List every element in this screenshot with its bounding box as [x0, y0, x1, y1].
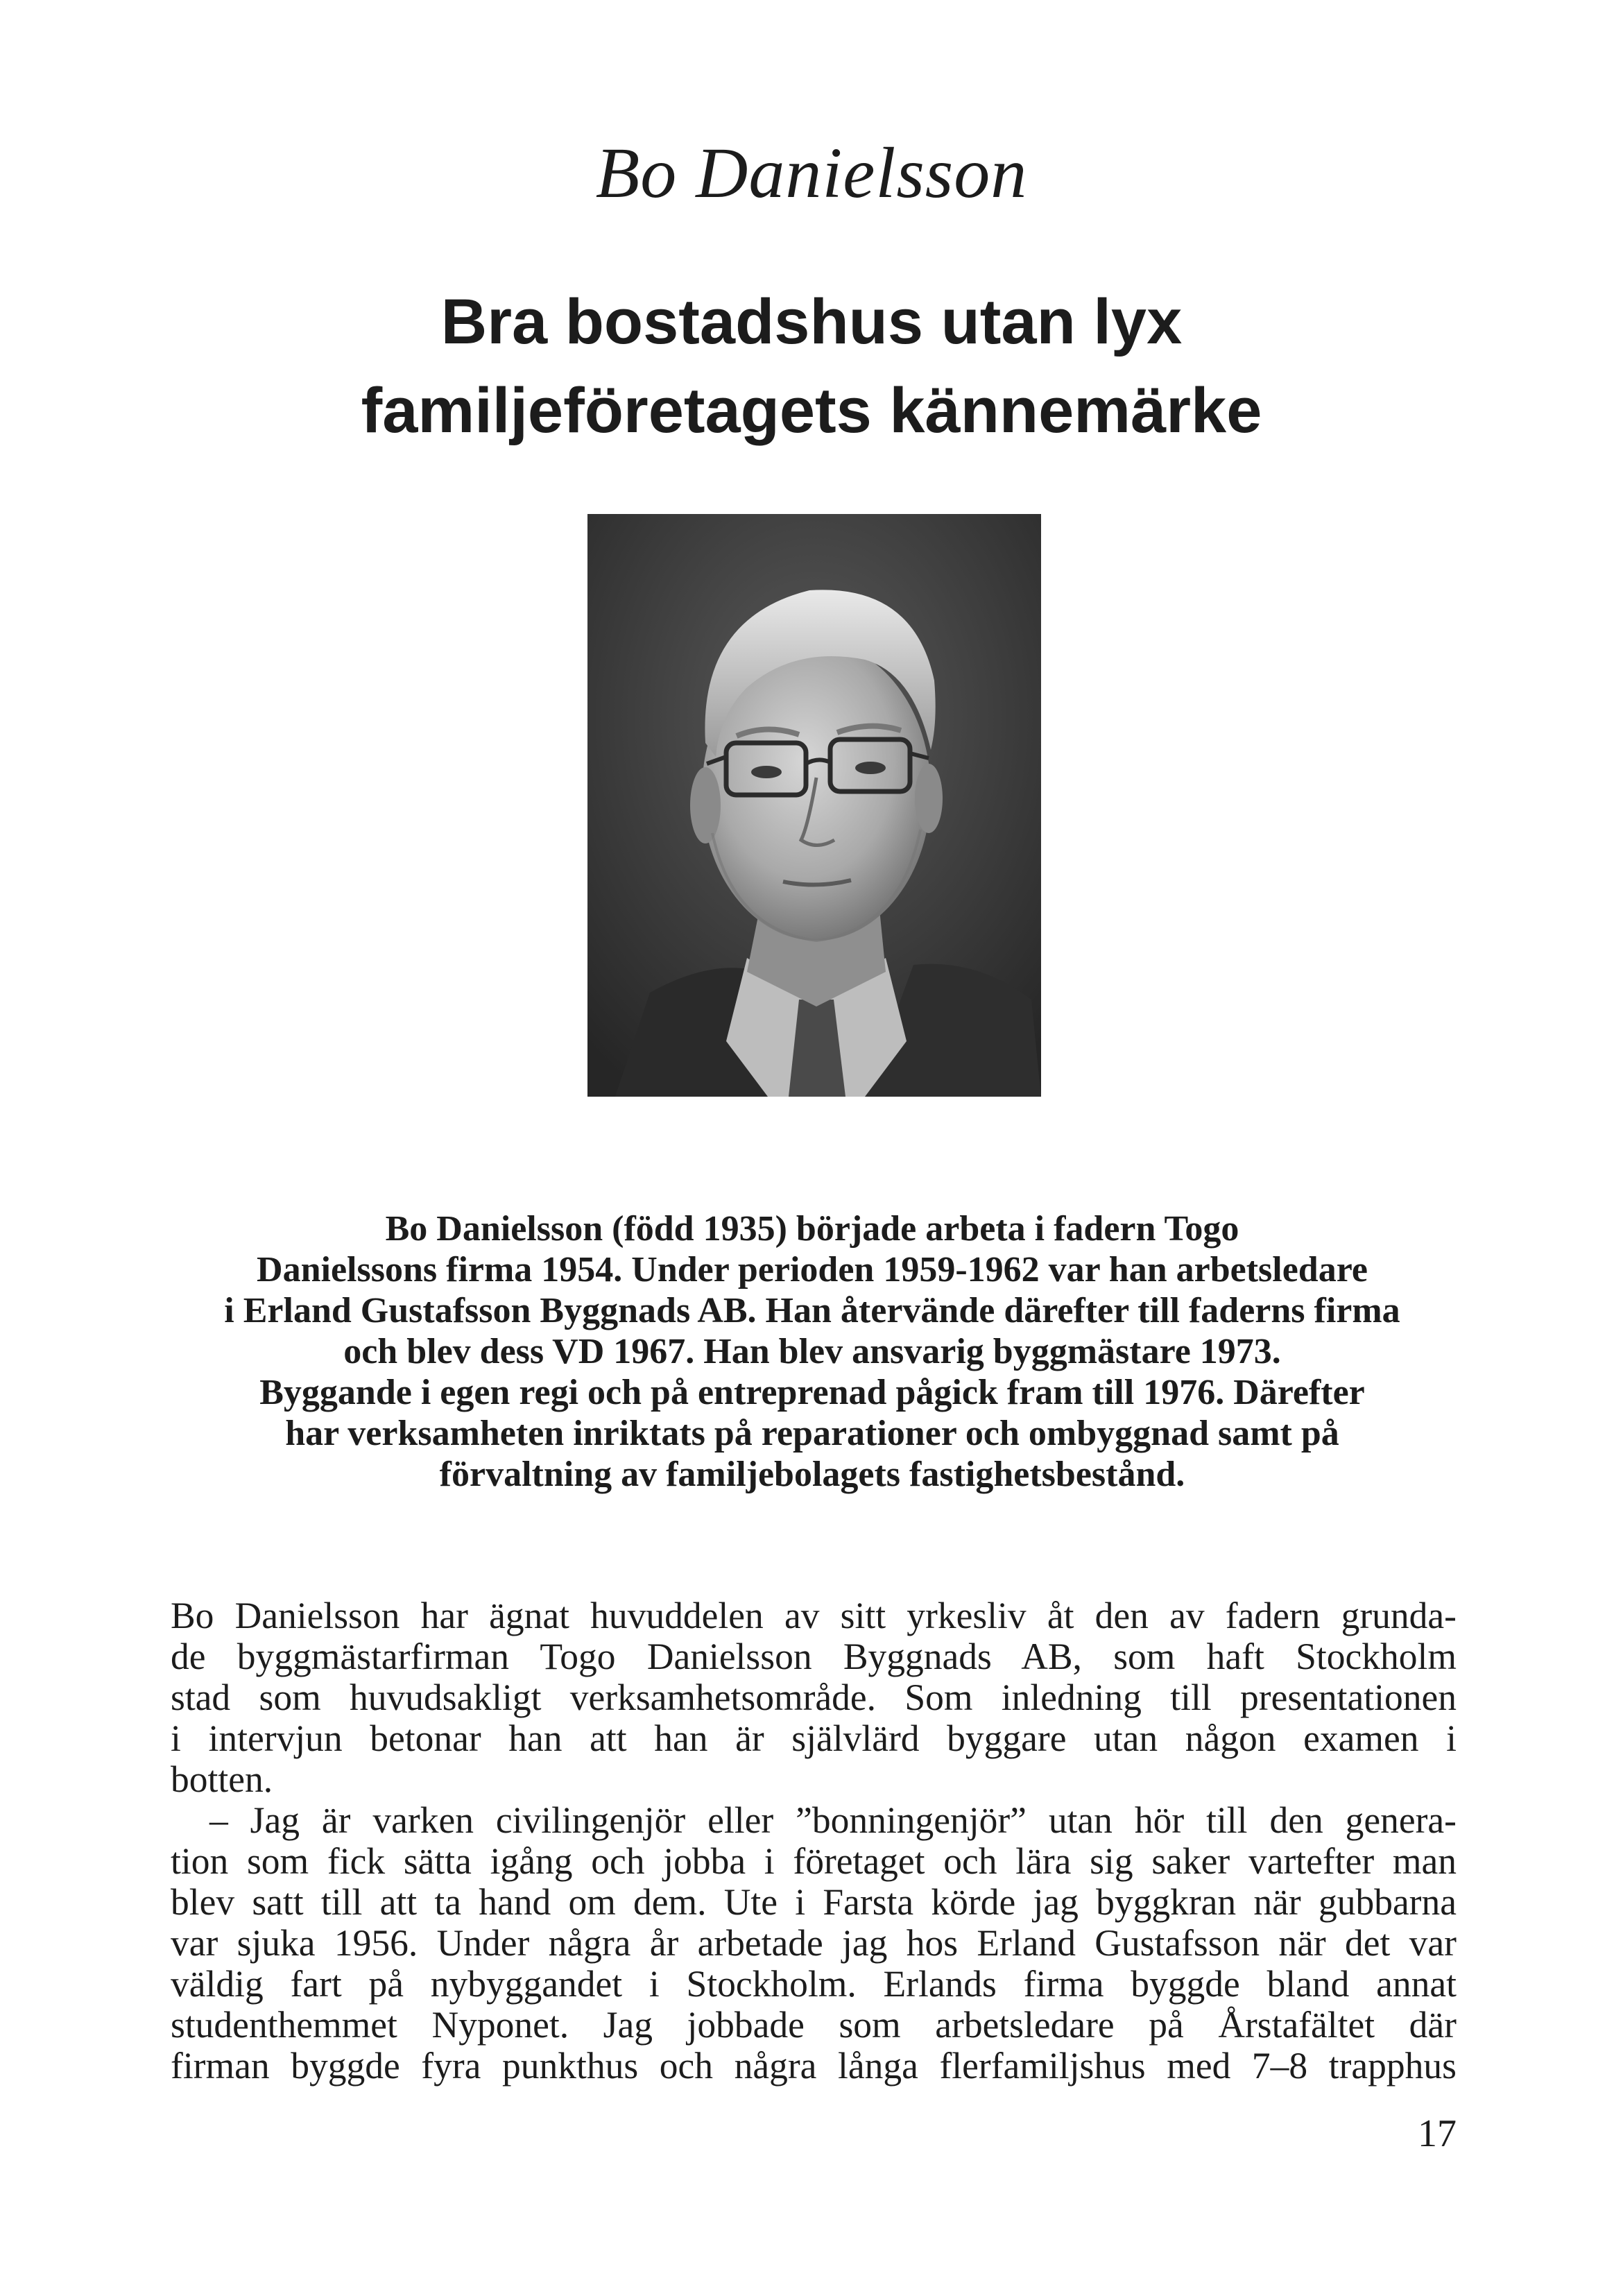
portrait-photo [587, 514, 1041, 1097]
body-line: var sjuka 1956. Under några år arbetade jag hos Erland Gustafsson när det var [171, 1922, 1457, 1964]
body-line: firman byggde fyra punkthus och några långa flerfamiljshus med 7–8 trapphus [171, 2045, 1457, 2087]
lead-line: Bo Danielsson (född 1935) började arbeta i fadern Togo [385, 1209, 1239, 1249]
lead-paragraph [171, 1208, 1454, 1495]
body-line: tion som fick sätta igång och jobba i företaget och lära sig saker vartefter man [171, 1840, 1457, 1882]
portrait-image [587, 514, 1041, 1097]
headline-line: familjeföretagets kännemärke [361, 375, 1262, 446]
article-headline [0, 277, 1623, 455]
body-line: botten. [171, 1758, 273, 1800]
lead-line: Danielssons firma 1954. Under perioden 1959-1962 var han arbetsledare [257, 1250, 1368, 1290]
body-text [171, 1595, 1457, 2087]
author-name: Bo Danielsson [595, 133, 1028, 213]
body-line: de byggmästarfirman Togo Danielsson Byggnads AB, som haft Stockholm [171, 1636, 1457, 1677]
page-number: 17 [1418, 2112, 1457, 2155]
body-line: stad som huvudsakligt verksamhetsområde. Som inledning till presentationen [171, 1677, 1457, 1718]
lead-line: och blev dess VD 1967. Han blev ansvarig byggmästare 1973. [343, 1332, 1281, 1371]
lead-line: i Erland Gustafsson Byggnads AB. Han återvände därefter till faderns firma [224, 1291, 1400, 1330]
lead-line: förvaltning av familjebolagets fastighetsbestånd. [439, 1455, 1185, 1494]
body-line: blev satt till att ta hand om dem. Ute i Farsta körde jag byggkran när gubbarna [171, 1881, 1457, 1923]
body-line: i intervjun betonar han att han är självlärd byggare utan någon examen i [171, 1717, 1457, 1759]
body-line: studenthemmet Nyponet. Jag jobbade som arbetsledare på Årstafältet där [171, 2004, 1457, 2046]
headline-line: Bra bostadshus utan lyx [440, 286, 1183, 357]
body-line: väldig fart på nybyggandet i Stockholm. Erlands firma byggde bland annat [171, 1963, 1457, 2005]
body-line: Bo Danielsson har ägnat huvuddelen av sitt yrkesliv åt den av fadern grunda- [171, 1595, 1457, 1636]
lead-line: har verksamheten inriktats på reparationer och ombyggnad samt på [285, 1414, 1339, 1453]
body-line: – Jag är varken civilingenjör eller ”bonningenjör” utan hör till den genera- [209, 1799, 1457, 1841]
lead-line: Byggande i egen regi och på entreprenad pågick fram till 1976. Därefter [259, 1373, 1365, 1412]
